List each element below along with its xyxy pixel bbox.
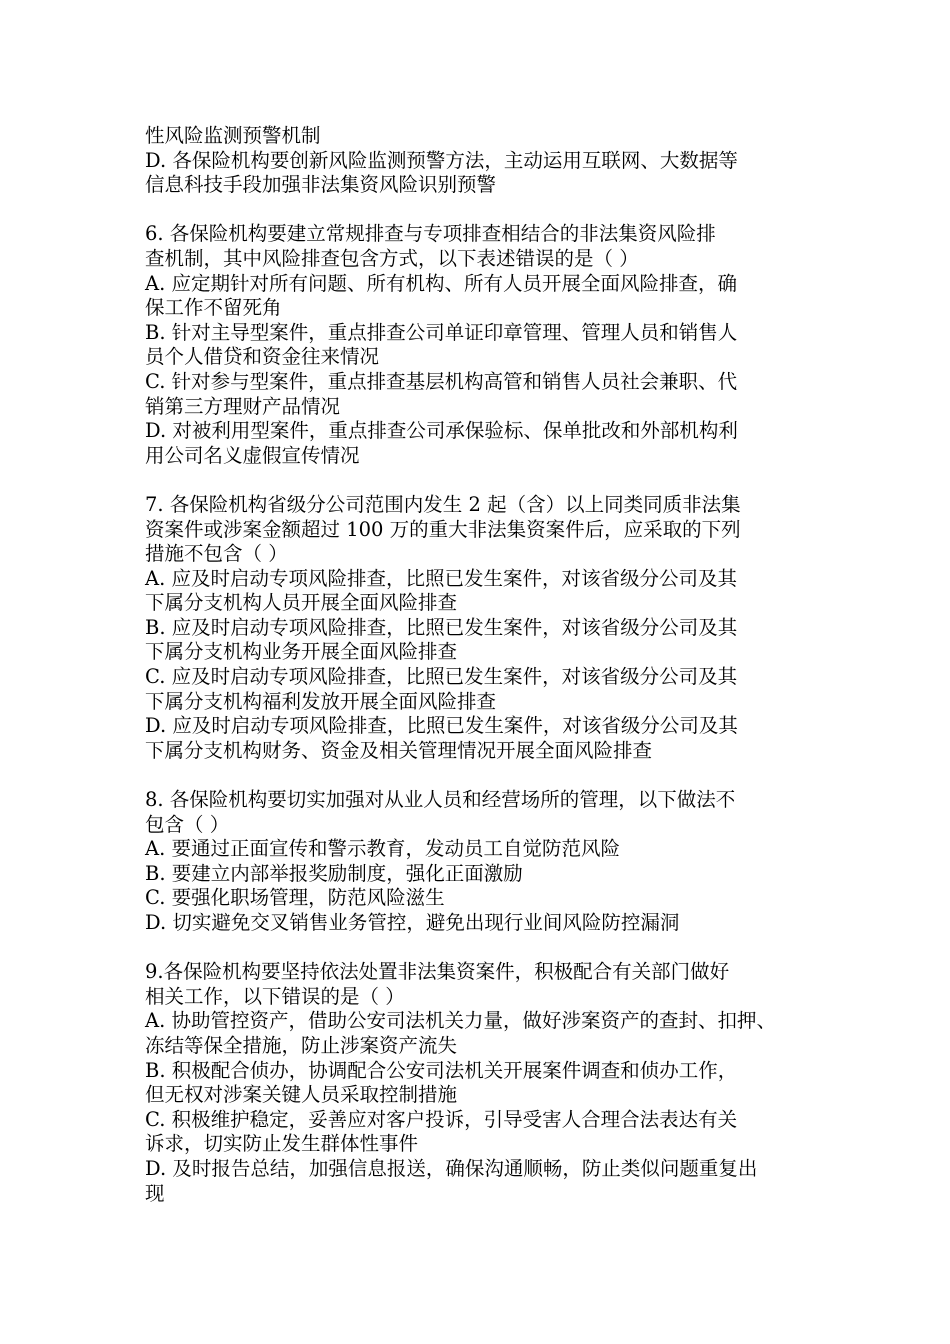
option-c-cont: 诉求，切实防止发生群体性事件 <box>145 1132 419 1156</box>
option-c-cont: 销第三方理财产品情况 <box>145 394 341 418</box>
spacer <box>145 936 825 961</box>
question-8 <box>145 788 825 936</box>
option-b-cont: 下属分支机构业务开展全面风险排查 <box>145 640 458 664</box>
option-a: A. 应及时启动专项风险排查，比照已发生案件，对该省级分公司及其 <box>145 566 737 590</box>
question-7 <box>145 493 825 764</box>
option-b-cont: 员个人借贷和资金往来情况 <box>145 345 380 369</box>
text-line: 性风险监测预警机制 <box>145 124 321 147</box>
option-a-cont: 保工作不留死角 <box>145 296 282 320</box>
spacer <box>145 198 825 223</box>
question-9 <box>145 960 825 1206</box>
question-stem: 措施不包含（ ） <box>145 542 288 566</box>
option-c: C. 针对参与型案件，重点排查基层机构高管和销售人员社会兼职、代 <box>145 369 738 393</box>
intro-block <box>145 124 825 198</box>
option-d: D. 对被利用型案件，重点排查公司承保验标、保单批改和外部机构利 <box>145 419 738 443</box>
question-stem: 9.各保险机构要坚持依法处置非法集资案件，积极配合有关部门做好 <box>145 960 730 984</box>
option-b-cont: 但无权对涉案关键人员采取控制措施 <box>145 1083 458 1107</box>
option-a-cont: 下属分支机构人员开展全面风险排查 <box>145 591 458 615</box>
question-stem: 查机制，其中风险排查包含方式，以下表述错误的是（ ） <box>145 246 639 270</box>
option-d-cont: 下属分支机构财务、资金及相关管理情况开展全面风险排查 <box>145 738 653 762</box>
option-a: A. 协助管控资产，借助公安司法机关力量，做好涉案资产的查封、扣押、 <box>145 1009 776 1033</box>
option-c: C. 应及时启动专项风险排查，比照已发生案件，对该省级分公司及其 <box>145 665 738 689</box>
option-d-cont: 现 <box>145 1181 165 1205</box>
option-d: D. 及时报告总结，加强信息报送，确保沟通顺畅，防止类似问题重复出 <box>145 1156 758 1180</box>
question-6 <box>145 222 825 468</box>
option-c: C. 积极维护稳定，妥善应对客户投诉，引导受害人合理合法表达有关 <box>145 1107 738 1131</box>
question-stem: 相关工作，以下错误的是（ ） <box>145 984 405 1008</box>
option-d-line: D. 各保险机构要创新风险监测预警方法，主动运用互联网、大数据等 <box>145 148 738 172</box>
option-d-cont: 用公司名义虚假宣传情况 <box>145 443 360 467</box>
option-a-cont: 冻结等保全措施，防止涉案资产流失 <box>145 1033 458 1057</box>
option-d: D. 应及时启动专项风险排查，比照已发生案件，对该省级分公司及其 <box>145 714 738 738</box>
option-c-cont: 下属分支机构福利发放开展全面风险排查 <box>145 689 497 713</box>
option-c: C. 要强化职场管理，防范风险滋生 <box>145 886 445 910</box>
option-b: B. 积极配合侦办，协调配合公安司法机关开展案件调查和侦办工作， <box>145 1058 738 1082</box>
question-stem: 资案件或涉案金额超过 100 万的重大非法集资案件后，应采取的下列 <box>145 517 741 541</box>
question-stem: 7. 各保险机构省级分公司范围内发生 2 起（含）以上同类同质非法集 <box>145 492 741 516</box>
spacer <box>145 763 825 788</box>
option-b: B. 应及时启动专项风险排查，比照已发生案件，对该省级分公司及其 <box>145 615 738 639</box>
option-b: B. 要建立内部举报奖励制度，强化正面激励 <box>145 861 523 885</box>
option-b: B. 针对主导型案件，重点排查公司单证印章管理、管理人员和销售人 <box>145 320 738 344</box>
question-stem: 6. 各保险机构要建立常规排查与专项排查相结合的非法集资风险排 <box>145 222 716 246</box>
question-stem: 8. 各保险机构要切实加强对从业人员和经营场所的管理，以下做法不 <box>145 788 736 812</box>
question-stem: 包含（ ） <box>145 812 230 836</box>
option-a: A. 应定期针对所有问题、所有机构、所有人员开展全面风险排查，确 <box>145 271 737 295</box>
document-body <box>145 124 825 1206</box>
spacer <box>145 468 825 493</box>
option-a: A. 要通过正面宣传和警示教育，发动员工自觉防范风险 <box>145 837 620 861</box>
option-d: D. 切实避免交叉销售业务管控，避免出现行业间风险防控漏洞 <box>145 911 680 934</box>
text-line: 信息科技手段加强非法集资风险识别预警 <box>145 173 497 197</box>
